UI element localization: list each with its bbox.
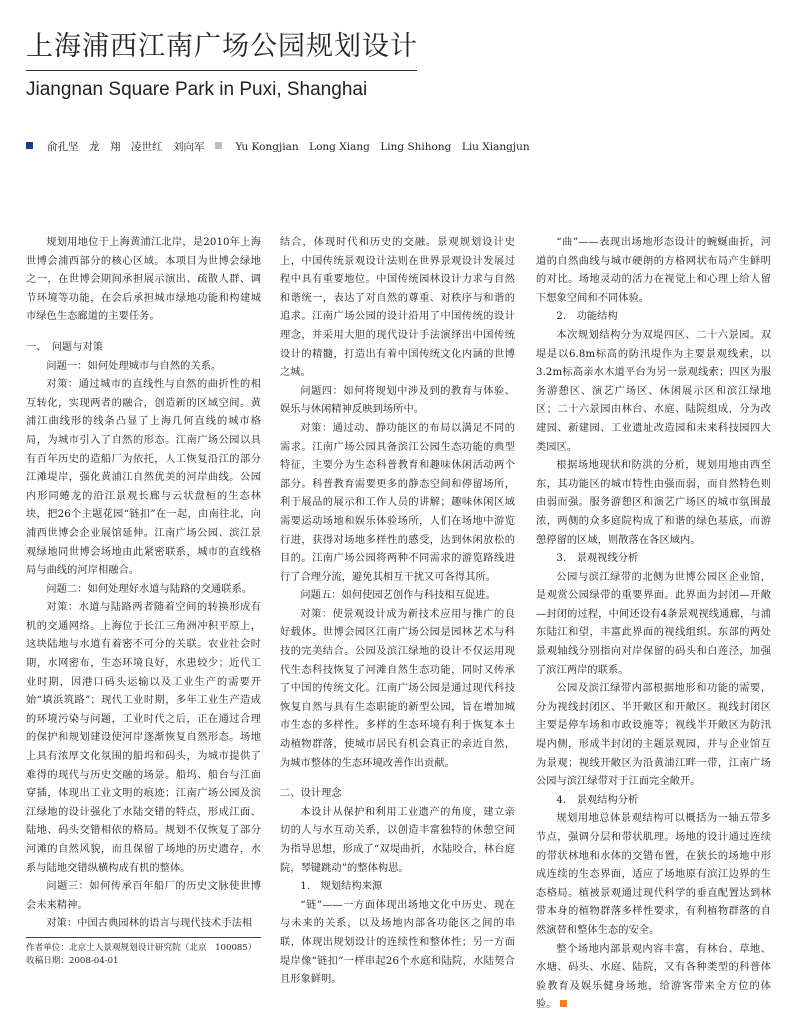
paragraph: 结合，体现时代和历史的交融。景观规划设计史上，中国传统景观设计法则在世界景观设计发展过程中具有重要地位。中国传统园林设计力求与自然和谐统一，表达了对自然的尊重、对秩序与和谐的追求。江南广场公园的设计沿用了中国传统的设计理念，并采用大胆的现代设计手法演绎出中国传统设计的精髓，打造出有着中国传统文化内涵的世博之城。	[280, 237, 515, 379]
paragraph: 问题二：如何处理好水道与陆路的交通联系。	[46, 583, 253, 595]
end-marker-icon	[560, 1000, 567, 1007]
paragraph: 问题一：如何处理城市与自然的关系。	[46, 360, 222, 372]
received-date: 收稿日期：2008-04-01	[26, 956, 119, 966]
article-title-cn: 上海浦西江南广场公园规划设计	[26, 31, 418, 62]
paragraph: 本设计从保护和利用工业遗产的角度，建立亲切的人与水互动关系，以创造丰富独特的休憩空间为指导思想，形成了“双堤曲折，水陆咬合，林台庭院，琴键跳动”的整体构思。	[280, 806, 515, 874]
paragraph: 4. 景观结构分析	[556, 794, 639, 806]
paragraph: 问题五：如何使园艺创作与科技相互促进。	[300, 590, 496, 602]
authors-en: Yu Kongjian Long Xiang Ling Shihong Liu Xiangjun	[235, 141, 530, 153]
body-column-2	[280, 234, 515, 990]
paragraph: “曲”——表现出场地形态设计的蜿蜒曲折，河道的自然曲线与城市硬朗的方格网状布局产生鲜明的对比。场地灵动的活力在视觉上和心理上给人留下想象空间和不同体验。	[536, 237, 771, 304]
author-line	[26, 140, 530, 154]
paragraph: 对策：通过城市的直线性与自然的曲折性的相互转化，实现两者的融合，创造新的区域空间。黄浦江曲线形的线条凸显了上海几何直线的城市格局，为城市引入了自然的形态。江南广场公园以具有百年历史的造船厂为依托，人工恢复沿江的部分江滩堤岸，强化黄浦江自然优美的河岸曲线。公园内形同蜷龙的沿江景观长廊与云状盘桓的生态林块，把26个主题花园“链扣”在一起，由南往北，向浦西世博会企业展馆延伸。江南广场公园、滨江景观绿地同世博会场地由此紧密联系，城市的直线格局与曲线的河岸相融合。	[26, 379, 261, 577]
paragraph: 对策：水道与陆路两者随着空间的转换形成有机的交通网络。上海位于长江三角洲冲积平原上，这块陆地与水道有着密不可分的关联。农业社会时期，水网密布，生态环境良好，水患较少；近代工业时期，因港口码头运输以及工业生产的需要开始“填浜筑路”；现代工业时期，多年工业生产造成的环境污染与问题，工业时代之后，正在通过合理的保护和规划建设使河岸逐渐恢复自然形态。场地上具有浓厚文化氛围的船坞和码头，为城市提供了难得的现代与历史交融的场景。船坞、船台与江面穿插，体现出工业文明的痕迹；江南广场公园及滨江绿地的设计强化了水陆交错的特点，形成江面、陆地、码头交错相依的格局。规划不仅恢复了部分河滩的自然风貌，而且保留了场地的历史遗存，水系与陆地交错纵横构成有机的整体。	[26, 602, 261, 874]
paragraph: 3. 景观视线分析	[556, 553, 639, 565]
paragraph: 2. 功能结构	[556, 311, 618, 323]
paragraph: 一、 问题与对策	[26, 341, 104, 353]
paragraph: 1. 规划结构来源	[300, 881, 383, 893]
paragraph: 规划用地总体景观结构可以概括为一轴五带多节点，强调分层和带状肌理。场地的设计通过连续的带状林地和水体的交错布置，在狭长的场地中形成连续的生态界面，适应了场地原有滨江边界的生态格局。植被景观通过现代科学的垂直配置达到林带本身的植物群落多样性要求，有利植物群落的自然演替和整体生态的安全。	[536, 813, 771, 936]
paragraph: 本次规划结构分为双堤四区、二十六景园。双堤是以6.8m标高的防汛堤作为主要景观线索，以3.2m标高亲水木道平台为另一景观线索；四区为服务游憩区、演艺广场区、休闲展示区和滨江绿地区；二十六景园由林台、水庭、陆院组成，分为改建园、新建园、工业遗址改造园和未来科技园四大类园区。	[536, 329, 771, 453]
paragraph: 二、设计理念	[280, 788, 342, 800]
body-column-3	[536, 234, 771, 1015]
footnote-divider	[26, 937, 261, 938]
body-column-1	[26, 234, 261, 934]
paragraph: 问题三：如何传承百年船厂的历史文脉使世博会未来精神。	[26, 881, 261, 911]
paragraph: 公园及滨江绿带内部根据地形和功能的需要，分为视线封闭区、半开敞区和开敞区。视线封闭区主要是停车场和市政设施等；视线半开敞区为防汛堤内侧，形成半封闭的主题景观园，并与企业馆互为景观；视线开敞区为沿黄浦江畔一带，江南广场公园与滨江绿带对于江面完全敞开。	[536, 683, 771, 788]
paragraph: 规划用地位于上海黄浦江北岸，是2010年上海世博会浦西部分的核心区域。本项目为世博会绿地之一，在世博会期间承担展示演出、疏散人群、调节环境等功能，在会后承担城市绿地功能和构建城市绿色生态廊道的主要任务。	[26, 237, 261, 323]
paragraph: 对策：使景观设计成为新技术应用与推广的良好载体。世博会园区江南广场公园是园林艺术与科技的完美结合。公园及滨江绿地的设计不仅运用现代生态科技恢复了河滩自然生态功能，同时又传承了中国的传统文化。江南广场公园是通过现代科技恢复自然与具有生态职能的新型公园，旨在增加城市生态的多样性。多样的生态环境有利于恢复本土动植物群落，使城市居民有机会真正的亲近自然，为城市整体的生态环境改善作出贡献。	[280, 608, 515, 769]
author-affiliation: 作者单位：北京土人景观规划设计研究院（北京 100085）	[26, 943, 257, 953]
paragraph: 对策：通过动、静功能区的布局以满足不同的需求。江南广场公园具备滨江公园生态功能的典型特征，主要分为生态科普教育和趣味休闲活动两个部分。科普教育需要更多的静态空间和停留场所，利于展品的展示和工作人员的讲解；趣味休闲区域需要运动场地和娱乐体验场所，人们在场地中游览行进，获得对场地多样性的感受，达到休闲放松的目的。江南广场公园将两种不同需求的游览路线进行了合理分流，避免其相互干扰又可各得其所。	[280, 422, 515, 583]
title-divider	[26, 70, 417, 71]
square-marker-icon	[26, 142, 33, 149]
paragraph: 公园与滨江绿带的北侧为世博公园区企业馆，是观赏公园绿带的重要界面。此界面为封闭—开敞—封闭的过程，中间还设有4条景观视线通廊，与浦东陆江和望，丰富此界面的视线组织。东部的两处景观轴线分别指向对岸保留的码头和白莲泾，加强了滨江两岸的联系。	[536, 571, 771, 676]
paragraph: “链”——一方面体现出场地文化中历史、现在与未来的关系，以及场地内部各功能区之间的串联，体现出规划设计的连续性和整体性；另一方面堤岸像“链扣”一样串起26个水庭和陆院，水陆契合且形象鲜明。	[280, 899, 515, 986]
square-marker-icon	[215, 142, 222, 149]
paragraph: 对策：中国古典园林的语言与现代技术手法相	[46, 918, 253, 930]
paragraph: 整个场地内部景观内容丰富，有林台、草地、水塘、码头、水庭、陆院，又有各种类型的科普体验教育及娱乐健身场地，给游客带来全方位的体验。	[536, 943, 771, 1011]
footnote	[26, 942, 256, 968]
authors-cn: 俞孔坚 龙 翔 凌世红 刘向军	[47, 141, 205, 153]
paragraph: 问题四：如何将规划中涉及到的教育与体验、娱乐与休闲精神反映到场所中。	[280, 385, 515, 416]
paragraph: 根据场地现状和防洪的分析，规划用地由西至东，其功能区的城市特性由强而弱，而自然特色则由弱而强。服务游憩区和演艺广场区的城市氛围最浓，两侧的众多庭院构成了和谐的绿色基底，而游憩停留的区域，则散落在各区域内。	[536, 460, 771, 546]
article-title-en: Jiangnan Square Park in Puxi, Shanghai	[26, 79, 368, 100]
